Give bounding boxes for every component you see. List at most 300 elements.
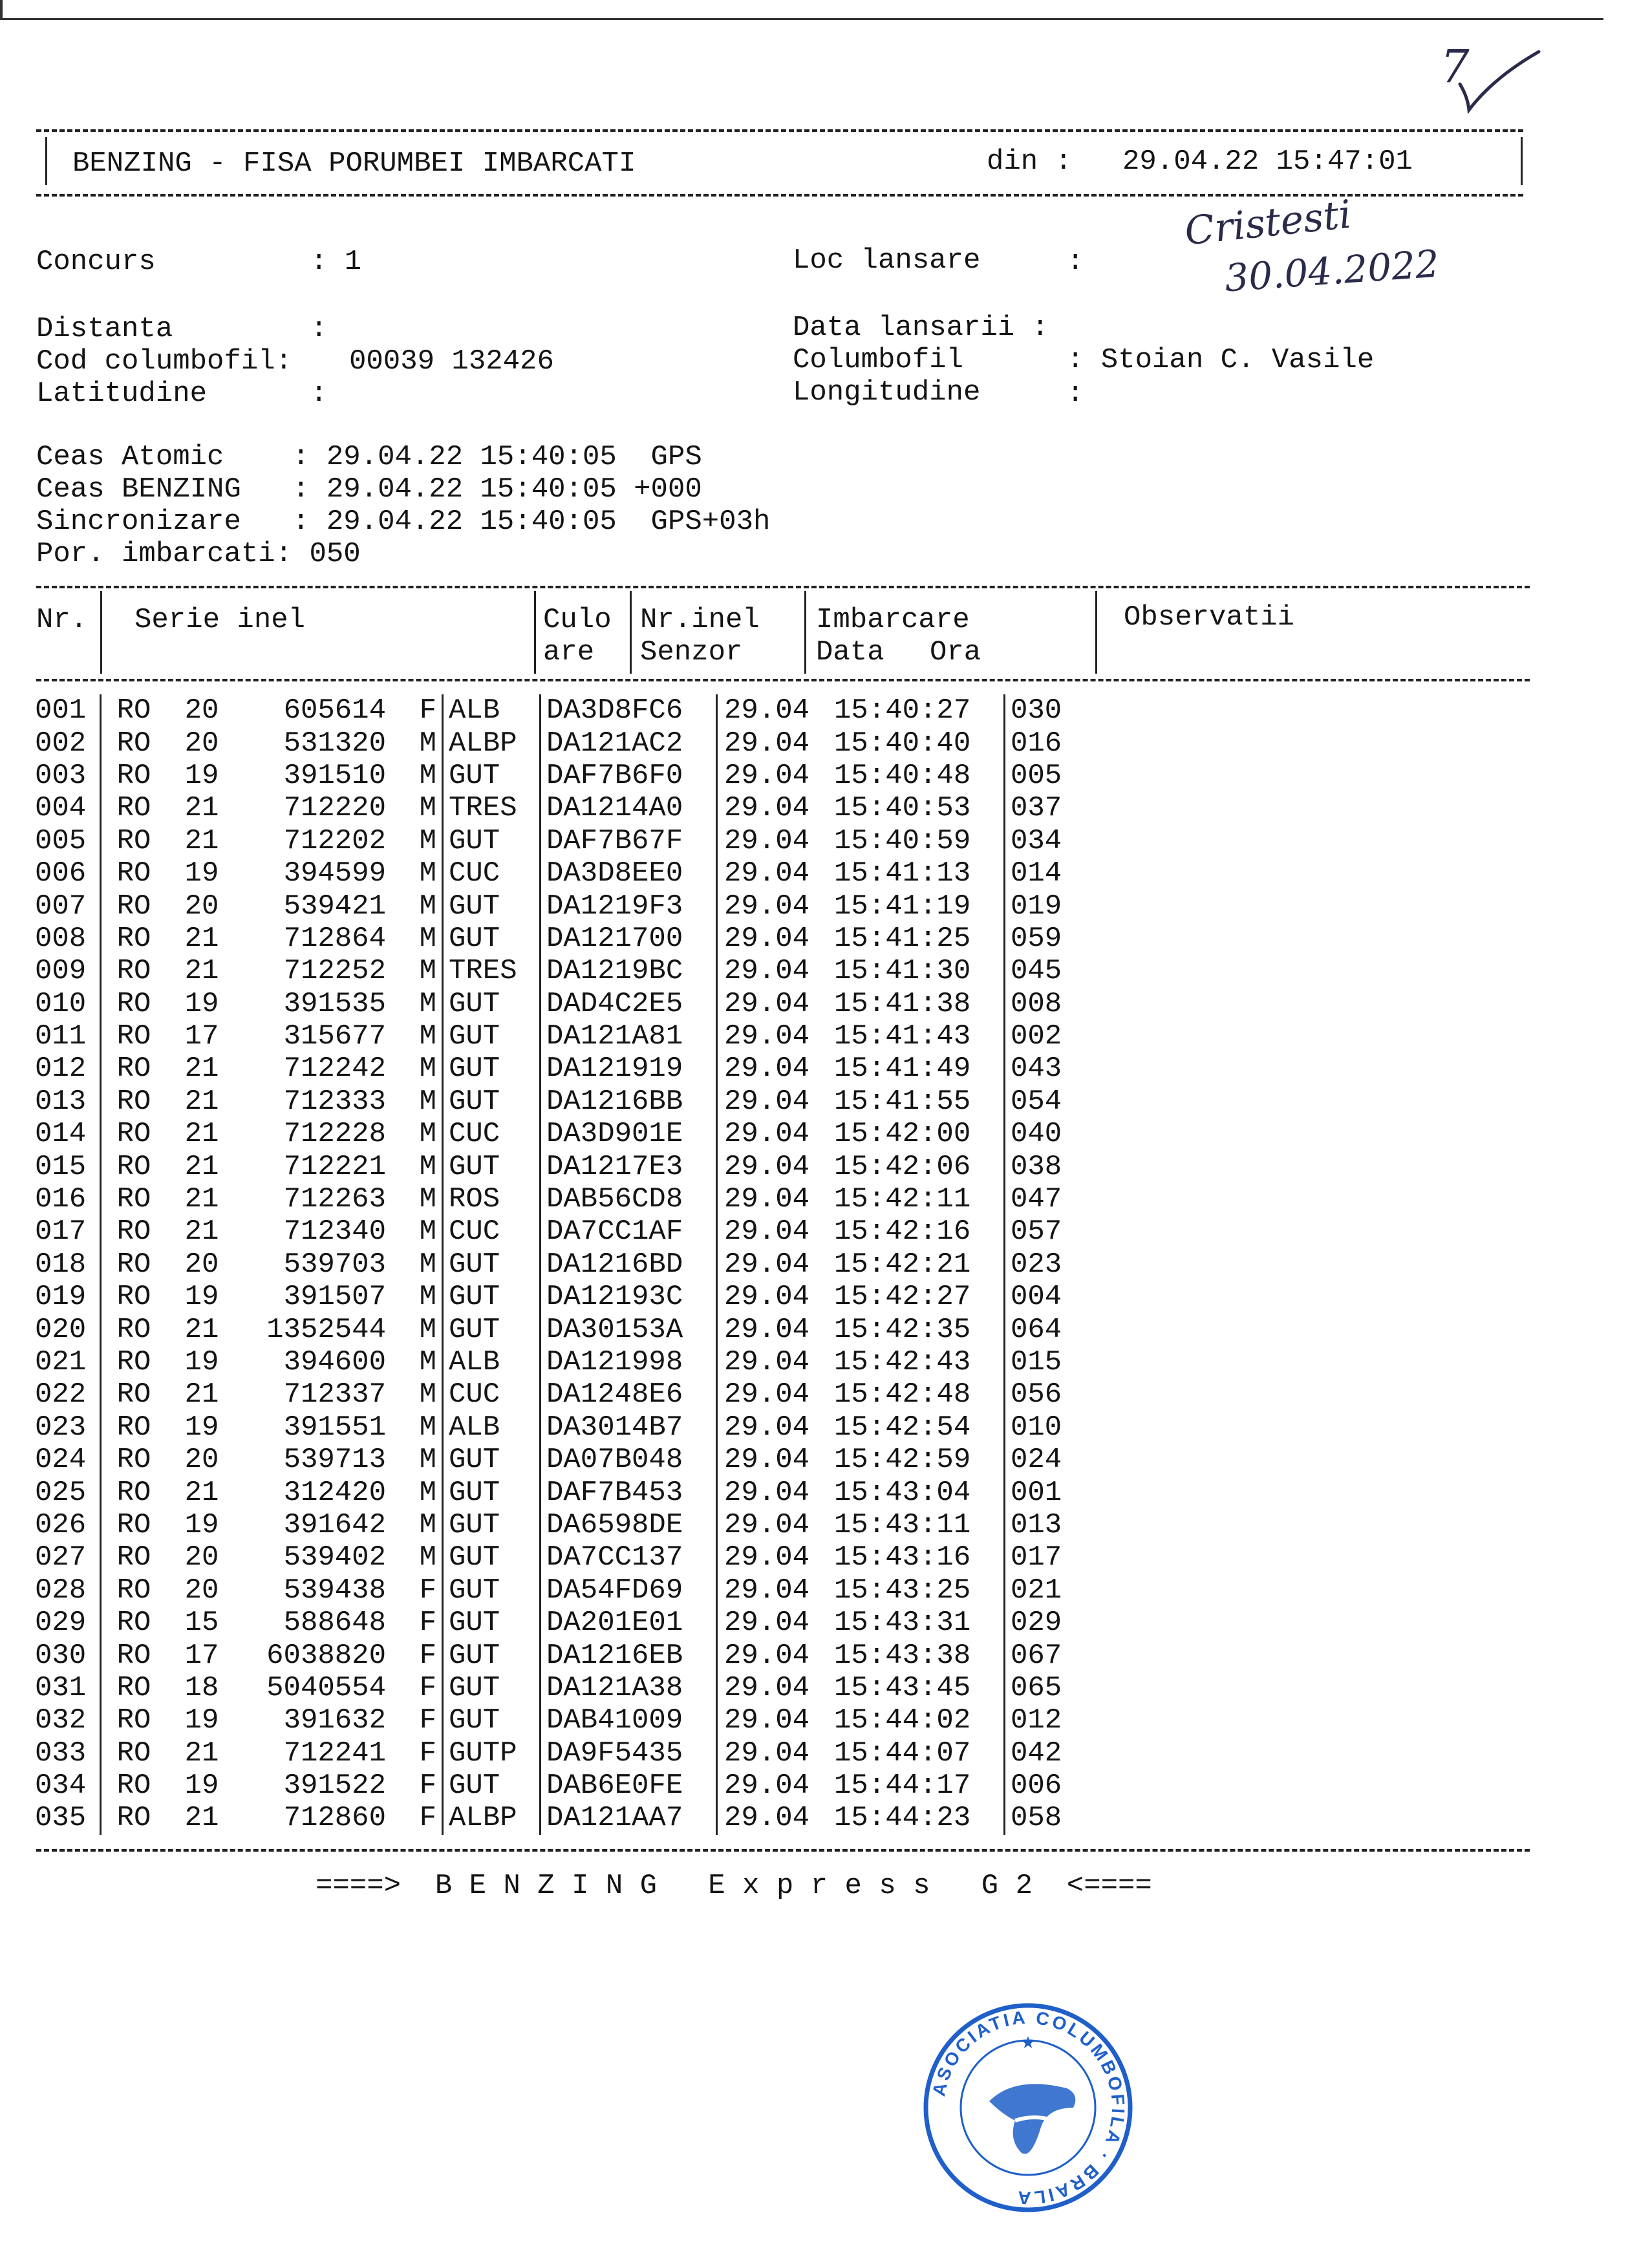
cell-color: GUT xyxy=(443,1476,541,1508)
table-row xyxy=(35,1574,1088,1607)
cell-color: GUT xyxy=(443,1313,541,1345)
cell-country: RO xyxy=(116,1639,151,1672)
cell-sensor-ring: DA121A81 xyxy=(541,1020,717,1053)
ceas-benzing: Ceas BENZING : 29.04.22 15:40:05 +000 xyxy=(36,473,702,506)
cell-color: GUT xyxy=(443,1541,541,1574)
table-row xyxy=(35,1672,1088,1704)
cell-year: 21 xyxy=(184,1183,219,1216)
cell-year: 20 xyxy=(184,1444,219,1477)
cell-observation: 047 xyxy=(1005,1183,1089,1215)
cell-time: 15:44:23 xyxy=(834,1802,971,1835)
cell-date: 29.04 xyxy=(717,1802,835,1834)
cell-color: GUT xyxy=(443,890,541,922)
cell-color: GUT xyxy=(443,1086,541,1118)
col-header-imbarcare: Imbarcare xyxy=(816,604,970,636)
cell-sex: F xyxy=(419,1639,436,1672)
col-header-senzor: Senzor xyxy=(640,636,743,669)
cell-sensor-ring: DA54FD69 xyxy=(541,1574,717,1607)
cell-sex: M xyxy=(419,1541,436,1574)
cell-nr: 012 xyxy=(35,1053,101,1085)
cell-sex: M xyxy=(419,824,436,857)
cell-sensor-ring: DA121A38 xyxy=(541,1672,717,1704)
col-header-nr-inel: Nr.inel xyxy=(640,604,760,636)
cell-ring-number: 712340 xyxy=(283,1215,386,1248)
cell-sensor-ring: DA6598DE xyxy=(541,1509,717,1541)
cell-country: RO xyxy=(116,824,151,857)
table-row xyxy=(35,1378,1088,1411)
cell-sex: M xyxy=(419,727,436,760)
cell-color: GUT xyxy=(443,825,541,857)
cell-date: 29.04 xyxy=(717,890,835,922)
cell-color: GUT xyxy=(443,1704,541,1737)
cell-color: ALB xyxy=(443,694,541,727)
cell-color: GUT xyxy=(443,1509,541,1541)
cell-observation: 038 xyxy=(1005,1150,1089,1182)
cell-sex: M xyxy=(419,1378,436,1411)
cell-ring-number: 1352544 xyxy=(266,1313,386,1346)
col-header-nr: Nr. xyxy=(36,604,88,636)
col-header-culo: Culo xyxy=(543,604,612,636)
cell-sex: M xyxy=(419,955,436,988)
cell-nr: 002 xyxy=(35,727,101,759)
cell-year: 21 xyxy=(184,1053,219,1086)
cell-ring-number: 539421 xyxy=(283,890,386,923)
table-row xyxy=(35,857,1088,890)
cell-nr: 017 xyxy=(35,1215,101,1248)
cell-color: CUC xyxy=(443,857,541,890)
cell-year: 21 xyxy=(184,1313,219,1346)
table-row xyxy=(35,1248,1088,1281)
cell-time: 15:41:43 xyxy=(834,1020,971,1053)
table-row xyxy=(35,1509,1088,1541)
longitudine-label: Longitudine xyxy=(793,376,981,409)
cell-date: 29.04 xyxy=(717,1476,835,1508)
cell-ring-number: 712241 xyxy=(283,1737,386,1770)
cell-date: 29.04 xyxy=(717,1183,835,1215)
cell-color: ALBP xyxy=(443,727,541,759)
cell-ring-number: 712860 xyxy=(283,1802,386,1835)
cell-sensor-ring: DAF7B6F0 xyxy=(541,760,717,792)
table-row xyxy=(35,1281,1088,1313)
cell-date: 29.04 xyxy=(717,1541,835,1574)
cod-columbofil-value: 00039 132426 xyxy=(349,345,554,378)
cell-color: GUT xyxy=(443,1053,541,1085)
din-value: 29.04.22 15:47:01 xyxy=(1122,145,1413,178)
cell-color: GUT xyxy=(443,1607,541,1639)
table-row xyxy=(35,1086,1088,1118)
cell-sensor-ring: DA1217E3 xyxy=(541,1150,717,1182)
cell-sensor-ring: DAF7B67F xyxy=(541,825,717,857)
cell-color: GUT xyxy=(443,1281,541,1313)
table-row xyxy=(35,1541,1088,1574)
col-sep-nr xyxy=(100,591,102,674)
cell-time: 15:42:16 xyxy=(834,1215,971,1248)
cell-color: ALB xyxy=(443,1411,541,1444)
table-row xyxy=(35,792,1088,824)
table-row xyxy=(35,1607,1088,1639)
cell-date: 29.04 xyxy=(717,1053,835,1085)
cell-year: 21 xyxy=(184,1802,219,1835)
cell-year: 21 xyxy=(184,922,219,955)
columbofil-label: Columbofil xyxy=(793,344,964,376)
cell-year: 15 xyxy=(184,1607,219,1640)
cell-time: 15:41:49 xyxy=(834,1053,971,1086)
cell-ring-number: 391510 xyxy=(283,759,386,792)
cell-date: 29.04 xyxy=(717,727,835,759)
cell-ring-number: 588648 xyxy=(283,1607,386,1640)
cell-date: 29.04 xyxy=(717,1346,835,1378)
cell-color: GUT xyxy=(443,1248,541,1281)
cell-observation: 067 xyxy=(1005,1639,1089,1671)
col-header-serie-inel: Serie inel xyxy=(134,604,306,636)
cell-time: 15:44:07 xyxy=(834,1737,971,1770)
cell-year: 19 xyxy=(184,857,219,890)
cell-time: 15:42:11 xyxy=(834,1183,971,1216)
cell-ring-number: 539438 xyxy=(283,1574,386,1607)
col-header-data: Data xyxy=(816,636,884,669)
cod-columbofil-label: Cod columbofil: xyxy=(36,345,293,378)
cell-date: 29.04 xyxy=(717,1378,835,1411)
cell-date: 29.04 xyxy=(717,955,835,987)
cell-color: ALBP xyxy=(443,1802,541,1834)
cell-date: 29.04 xyxy=(717,1509,835,1541)
cell-observation: 024 xyxy=(1005,1444,1089,1476)
cell-observation: 019 xyxy=(1005,890,1089,922)
cell-sex: M xyxy=(419,1085,436,1118)
cell-country: RO xyxy=(116,987,151,1020)
cell-year: 21 xyxy=(184,792,219,825)
cell-sensor-ring: DA1216EB xyxy=(541,1639,717,1671)
cell-date: 29.04 xyxy=(717,857,835,890)
cell-ring-number: 391522 xyxy=(283,1770,386,1803)
cell-year: 19 xyxy=(184,1346,219,1378)
table-row xyxy=(35,1411,1088,1444)
cell-date: 29.04 xyxy=(717,1215,835,1248)
cell-country: RO xyxy=(116,1737,151,1770)
cell-nr: 005 xyxy=(35,825,101,857)
cell-sensor-ring: DAB41009 xyxy=(541,1704,717,1737)
cell-nr: 016 xyxy=(35,1183,101,1215)
cell-time: 15:43:45 xyxy=(834,1671,971,1704)
cell-sex: M xyxy=(419,1508,436,1541)
cell-nr: 026 xyxy=(35,1509,101,1541)
table-row xyxy=(35,727,1088,759)
cell-date: 29.04 xyxy=(717,825,835,857)
table-row xyxy=(35,1476,1088,1508)
cell-country: RO xyxy=(116,759,151,792)
cell-time: 15:43:04 xyxy=(834,1476,971,1509)
cell-sensor-ring: DA121700 xyxy=(541,923,717,955)
cell-nr: 025 xyxy=(35,1476,101,1508)
cell-country: RO xyxy=(116,1378,151,1411)
table-border-top xyxy=(36,586,1530,588)
table-row xyxy=(35,890,1088,922)
header-border-bottom xyxy=(36,194,1523,197)
cell-observation: 014 xyxy=(1005,857,1089,890)
table-row xyxy=(35,1704,1088,1737)
cell-nr: 023 xyxy=(35,1411,101,1444)
cell-country: RO xyxy=(116,727,151,760)
cell-country: RO xyxy=(116,1313,151,1346)
cell-date: 29.04 xyxy=(717,1150,835,1182)
cell-observation: 059 xyxy=(1005,923,1089,955)
cell-sensor-ring: DA121AC2 xyxy=(541,727,717,759)
pigeon-table xyxy=(35,694,1088,1835)
cell-color: GUT xyxy=(443,1770,541,1802)
cell-time: 15:42:43 xyxy=(834,1346,971,1378)
data-lansarii-label: Data lansarii : xyxy=(793,312,1049,344)
cell-observation: 002 xyxy=(1005,1020,1089,1053)
cell-time: 15:42:27 xyxy=(834,1281,971,1314)
por-imbarcati: Por. imbarcati: 050 xyxy=(36,538,361,570)
cell-color: GUTP xyxy=(443,1737,541,1770)
cell-sensor-ring: DA07B048 xyxy=(541,1444,717,1476)
cell-time: 15:41:19 xyxy=(834,890,971,923)
cell-sex: F xyxy=(419,1737,436,1770)
col-header-observatii: Observatii xyxy=(1124,601,1295,634)
table-row xyxy=(35,1183,1088,1215)
cell-year: 19 xyxy=(184,1281,219,1314)
cell-sex: M xyxy=(419,922,436,955)
cell-country: RO xyxy=(116,857,151,890)
cell-observation: 013 xyxy=(1005,1509,1089,1541)
cell-year: 21 xyxy=(184,1118,219,1151)
cell-nr: 031 xyxy=(35,1672,101,1704)
cell-observation: 023 xyxy=(1005,1248,1089,1281)
cell-color: ALB xyxy=(443,1346,541,1378)
cell-sex: F xyxy=(419,1574,436,1607)
cell-country: RO xyxy=(116,792,151,825)
cell-year: 19 xyxy=(184,1704,219,1737)
cell-nr: 008 xyxy=(35,923,101,955)
col-sep-inel xyxy=(804,591,806,674)
cell-country: RO xyxy=(116,1118,151,1151)
cell-date: 29.04 xyxy=(717,1086,835,1118)
cell-country: RO xyxy=(116,1607,151,1640)
cell-nr: 013 xyxy=(35,1086,101,1118)
cell-observation: 004 xyxy=(1005,1281,1089,1313)
cell-year: 21 xyxy=(184,1378,219,1411)
cell-color: CUC xyxy=(443,1378,541,1411)
cell-sensor-ring: DA1248E6 xyxy=(541,1378,717,1411)
table-row xyxy=(35,1118,1088,1150)
cell-country: RO xyxy=(116,1085,151,1118)
cell-ring-number: 712228 xyxy=(283,1118,386,1151)
cell-ring-number: 712242 xyxy=(283,1053,386,1086)
cell-observation: 016 xyxy=(1005,727,1089,759)
cell-sex: M xyxy=(419,857,436,890)
cell-time: 15:43:38 xyxy=(834,1639,971,1672)
cell-ring-number: 712263 xyxy=(283,1183,386,1216)
cell-year: 17 xyxy=(184,1020,219,1053)
cell-observation: 017 xyxy=(1005,1541,1089,1574)
cell-time: 15:41:38 xyxy=(834,987,971,1020)
cell-color: GUT xyxy=(443,1639,541,1671)
table-row xyxy=(35,1802,1088,1834)
cell-sex: M xyxy=(419,1215,436,1248)
cell-country: RO xyxy=(116,1150,151,1183)
cell-date: 29.04 xyxy=(717,988,835,1020)
cell-ring-number: 712220 xyxy=(283,792,386,825)
table-row xyxy=(35,1737,1088,1770)
cell-date: 29.04 xyxy=(717,1770,835,1802)
cell-color: GUT xyxy=(443,1150,541,1182)
cell-sex: M xyxy=(419,1346,436,1378)
cell-time: 15:41:25 xyxy=(834,922,971,955)
cell-time: 15:40:27 xyxy=(834,694,971,727)
cell-year: 21 xyxy=(184,1215,219,1248)
table-border-bottom xyxy=(36,1849,1530,1852)
cell-country: RO xyxy=(116,890,151,923)
cell-country: RO xyxy=(116,1770,151,1803)
cell-date: 29.04 xyxy=(717,1411,835,1444)
cell-sensor-ring: DA3014B7 xyxy=(541,1411,717,1444)
cell-ring-number: 391507 xyxy=(283,1281,386,1314)
cell-country: RO xyxy=(116,1802,151,1835)
cell-year: 19 xyxy=(184,1411,219,1444)
cell-sex: M xyxy=(419,792,436,825)
table-row xyxy=(35,825,1088,857)
loc-lansare-sep: : xyxy=(1067,246,1084,278)
cell-nr: 003 xyxy=(35,760,101,792)
cell-nr: 032 xyxy=(35,1704,101,1737)
cell-time: 15:42:06 xyxy=(834,1150,971,1183)
cell-sensor-ring: DA3D8FC6 xyxy=(541,694,717,727)
cell-sensor-ring: DA121AA7 xyxy=(541,1802,717,1834)
cell-observation: 043 xyxy=(1005,1053,1089,1085)
cell-year: 21 xyxy=(184,1476,219,1509)
cell-country: RO xyxy=(116,1020,151,1053)
cell-sensor-ring: DA1214A0 xyxy=(541,792,717,824)
cell-time: 15:42:00 xyxy=(834,1118,971,1151)
cell-sex: M xyxy=(419,1248,436,1281)
header-border-top xyxy=(36,129,1523,132)
col-sep-culo xyxy=(630,591,632,674)
cell-ring-number: 6038820 xyxy=(266,1639,386,1672)
cell-color: GUT xyxy=(443,1444,541,1476)
cell-color: GUT xyxy=(443,988,541,1020)
col-header-ora: Ora xyxy=(930,636,981,669)
cell-sex: M xyxy=(419,1118,436,1151)
cell-sensor-ring: DA9F5435 xyxy=(541,1737,717,1770)
cell-observation: 012 xyxy=(1005,1704,1089,1737)
cell-country: RO xyxy=(116,922,151,955)
concurs-label: Concurs xyxy=(36,246,156,278)
din-label: din : xyxy=(987,145,1073,178)
cell-color: GUT xyxy=(443,923,541,955)
association-stamp xyxy=(918,1998,1138,2218)
table-row xyxy=(35,1346,1088,1378)
cell-year: 21 xyxy=(184,1085,219,1118)
cell-observation: 037 xyxy=(1005,792,1089,824)
footer-banner: ====> B E N Z I N G E x p r e s s G 2 <==== xyxy=(316,1870,1152,1902)
cell-nr: 024 xyxy=(35,1444,101,1476)
cell-year: 20 xyxy=(184,1574,219,1607)
cell-observation: 030 xyxy=(1005,694,1089,727)
cell-sensor-ring: DAB56CD8 xyxy=(541,1183,717,1215)
svg-text:ASOCIATIA COLUMBOFILA · BRAILA: ASOCIATIA COLUMBOFILA · BRAILA xyxy=(928,2007,1129,2209)
cell-sensor-ring: DA201E01 xyxy=(541,1607,717,1639)
cell-sensor-ring: DA121998 xyxy=(541,1346,717,1378)
cell-country: RO xyxy=(116,694,151,727)
cell-ring-number: 712221 xyxy=(283,1150,386,1183)
cell-date: 29.04 xyxy=(717,1607,835,1639)
cell-country: RO xyxy=(116,1541,151,1574)
distanta-label: Distanta xyxy=(36,313,173,345)
cell-date: 29.04 xyxy=(717,923,835,955)
cell-nr: 030 xyxy=(35,1639,101,1671)
cell-country: RO xyxy=(116,1574,151,1607)
col-header-are: are xyxy=(543,636,595,669)
cell-nr: 033 xyxy=(35,1737,101,1770)
cell-year: 21 xyxy=(184,955,219,988)
cell-observation: 056 xyxy=(1005,1378,1089,1411)
cell-ring-number: 312420 xyxy=(283,1476,386,1509)
handwritten-mark: 7 xyxy=(1441,40,1470,93)
cell-time: 15:43:11 xyxy=(834,1508,971,1541)
cell-nr: 019 xyxy=(35,1281,101,1313)
table-header-border xyxy=(36,679,1530,681)
cell-ring-number: 712333 xyxy=(283,1085,386,1118)
cell-country: RO xyxy=(116,1248,151,1281)
cell-sex: M xyxy=(419,1281,436,1314)
cell-year: 20 xyxy=(184,727,219,760)
cell-nr: 029 xyxy=(35,1607,101,1639)
cell-sex: M xyxy=(419,1411,436,1444)
cell-ring-number: 539713 xyxy=(283,1444,386,1477)
cell-date: 29.04 xyxy=(717,1639,835,1671)
cell-observation: 058 xyxy=(1005,1802,1089,1834)
cell-country: RO xyxy=(116,1183,151,1216)
cell-observation: 021 xyxy=(1005,1574,1089,1607)
cell-ring-number: 712864 xyxy=(283,922,386,955)
cell-date: 29.04 xyxy=(717,1281,835,1313)
cell-ring-number: 712337 xyxy=(283,1378,386,1411)
cell-nr: 028 xyxy=(35,1574,101,1607)
table-row xyxy=(35,1053,1088,1085)
cell-observation: 045 xyxy=(1005,955,1089,987)
cell-year: 19 xyxy=(184,1770,219,1803)
cell-nr: 001 xyxy=(35,694,101,727)
cell-ring-number: 712252 xyxy=(283,955,386,988)
cell-color: GUT xyxy=(443,1672,541,1704)
cell-ring-number: 605614 xyxy=(283,694,386,727)
cell-year: 18 xyxy=(184,1671,219,1704)
cell-sex: M xyxy=(419,890,436,923)
cell-nr: 022 xyxy=(35,1378,101,1411)
cell-sensor-ring: DA121919 xyxy=(541,1053,717,1085)
handwritten-place: Cristesti xyxy=(1183,191,1354,255)
cell-ring-number: 712202 xyxy=(283,824,386,857)
cell-sensor-ring: DA3D901E xyxy=(541,1118,717,1150)
cell-ring-number: 5040554 xyxy=(266,1671,386,1704)
cell-country: RO xyxy=(116,1508,151,1541)
table-row xyxy=(35,1215,1088,1248)
cell-observation: 010 xyxy=(1005,1411,1089,1444)
cell-year: 19 xyxy=(184,987,219,1020)
cell-sex: M xyxy=(419,1053,436,1086)
cell-date: 29.04 xyxy=(717,1248,835,1281)
cell-color: GUT xyxy=(443,1020,541,1053)
cell-observation: 065 xyxy=(1005,1672,1089,1704)
cell-observation: 008 xyxy=(1005,988,1089,1020)
cell-year: 21 xyxy=(184,1737,219,1770)
scan-edge-line xyxy=(0,18,1603,20)
cell-color: TRES xyxy=(443,792,541,824)
cell-color: TRES xyxy=(443,955,541,987)
distanta-sep: : xyxy=(310,313,328,345)
cell-observation: 015 xyxy=(1005,1346,1089,1378)
